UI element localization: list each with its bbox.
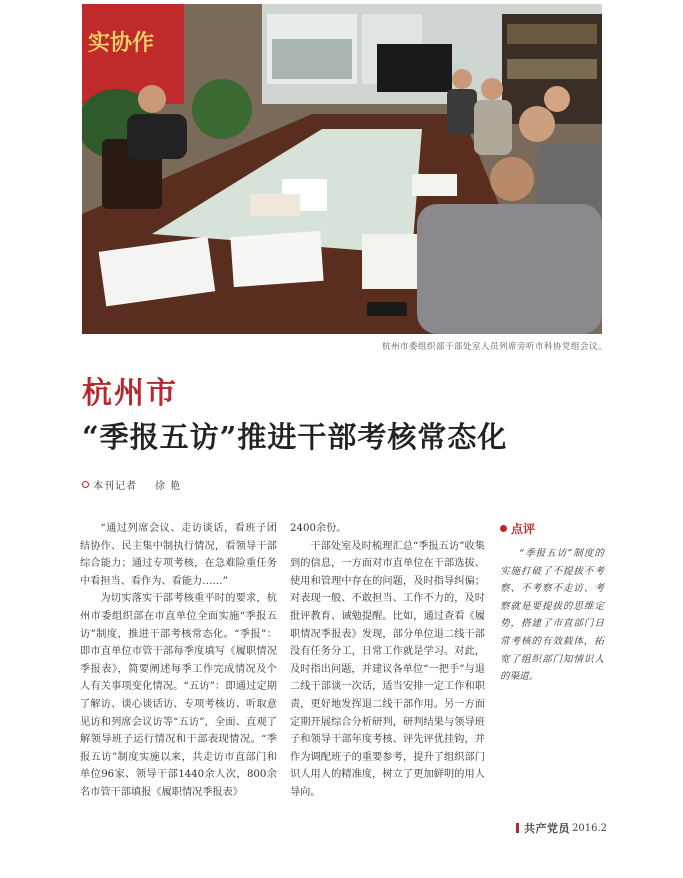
paragraph: 为切实落实干部考核重平时的要求，杭州市委组织部在市直单位全面实施“季报五访”制度，推进干部考核常态化。“季报”：即市直单位市管干部每季度填写《履职情况季报表》，简要阐述每季工作完成情况及个人有关事项变化情况。“五访”：即通过定期了解访、谈心谈话访、专项考核访、听取意见访和列席会议访等“五访”，全面、直观了解领导班子运行情况和干部表现情况。“季报五访”制度实施以来，共走访市直部门和单位96家、领导干部1440余人次，800余名市管干部填报《履职情况季报表》 (80, 593, 277, 798)
comment-sidebar (500, 520, 604, 686)
article-column-1 (80, 520, 277, 802)
comment-title: 点评 (511, 522, 536, 536)
page-title: “季报五访”推进干部考核常态化 (82, 420, 508, 454)
paragraph: 干部处室及时梳理汇总“季报五访”收集到的信息，一方面对市直单位在干部选拔、使用和管理中存在的问题，及时指导纠偏；对表现一般、不敢担当、工作不力的，及时批评教育、诫勉提醒。比如，通过查看《履职情况季报表》发现，部分单位退二线干部没有任务分工，日常工作就是学习。对此，及时指出问题，并建议各单位“一把手”与退二线干部谈一次话，适当安排一定工作和职责，更好地发挥退二线干部作用。另一方面定期开展综合分析研判，研判结果与领导班子和领导干部年度考核、评先评优挂钩，并作为调配班子的重要参考，提升了组织部门识人用人的精准度，树立了更加鲜明的用人导向。 (290, 540, 485, 798)
footer-bar-icon (516, 823, 519, 833)
banner-text: 实协作 (88, 30, 155, 56)
article-photo (82, 4, 602, 334)
byline (82, 477, 181, 492)
issue-number: 2016.2 (572, 822, 607, 834)
comment-header (500, 520, 604, 537)
byline-circle-icon (82, 481, 89, 488)
meeting-photo-illustration (82, 4, 602, 334)
byline-role: 本刊记者 (93, 481, 137, 492)
byline-name: 徐 艳 (155, 481, 182, 492)
paragraph: “通过列席会议、走访谈话，看班子团结协作、民主集中制执行情况，看领导干部综合能力；通过专项考核，在急难险重任务中看担当、看作为、看能力……” (80, 523, 277, 587)
comment-body: “季报五访”制度的实施打破了不提拔不考察、不考察不走访、考察就是要提拔的思维定势，搭建了市直部门日常考核的有效载体，拓宽了组织部门知情识人的渠道。 (500, 548, 604, 683)
article-column-2 (290, 520, 485, 802)
photo-caption: 杭州市委组织部干部处室人员列席旁听市科协党组会议。 (381, 342, 607, 352)
magazine-name: 共产党员 (524, 822, 570, 835)
page-footer (516, 820, 607, 836)
paragraph: 2400余份。 (290, 523, 347, 534)
title-city: 杭州市 (82, 376, 178, 411)
bullet-icon (500, 525, 507, 532)
